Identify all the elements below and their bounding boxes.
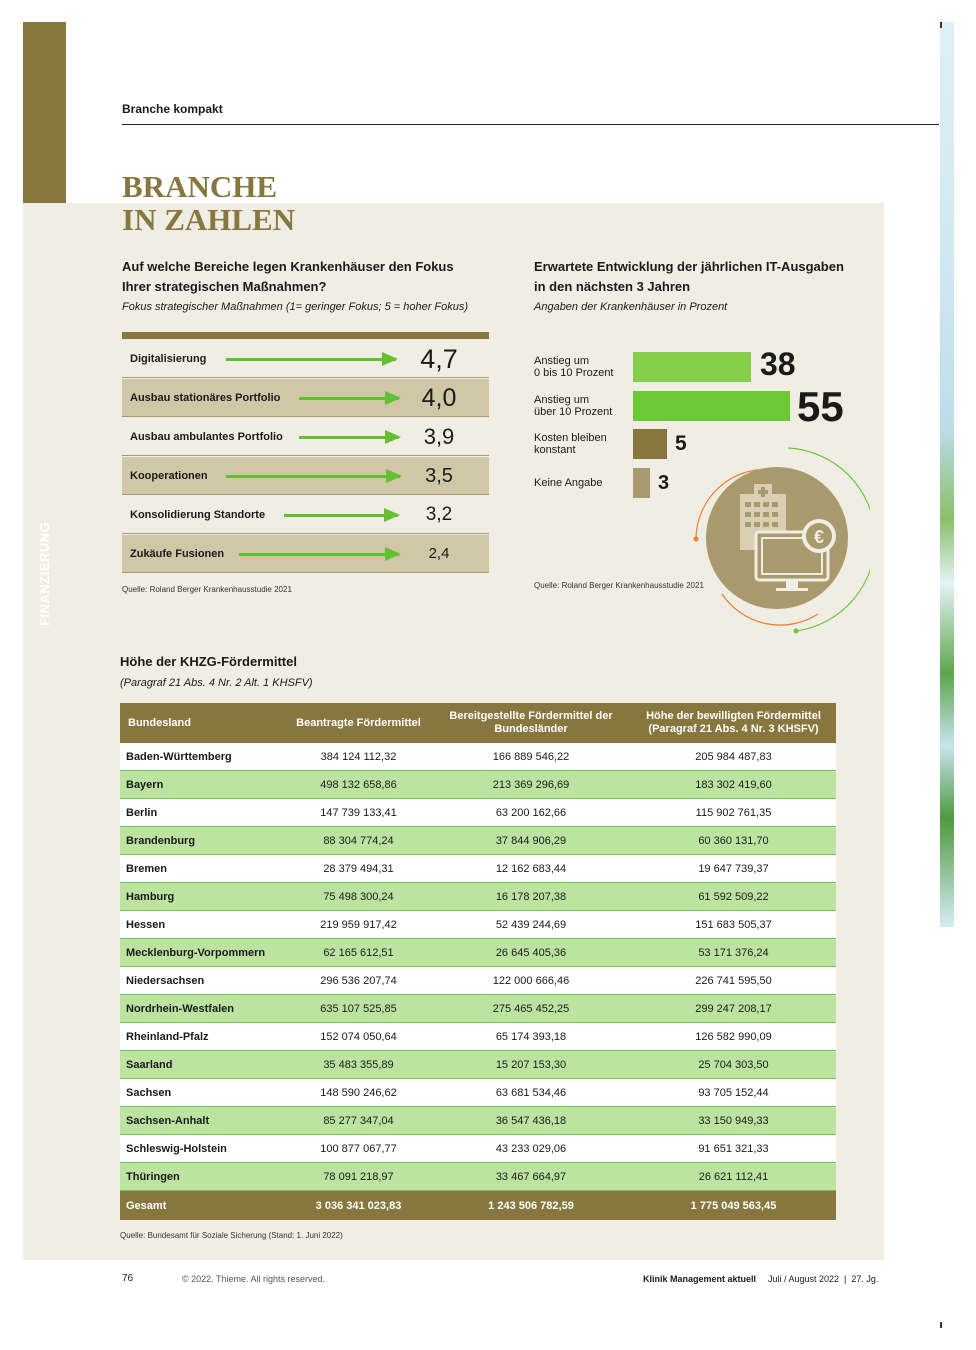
table-cell: 1 775 049 563,45 (631, 1191, 836, 1221)
it-bar-label (534, 394, 612, 418)
table-cell: 122 000 666,46 (431, 967, 631, 995)
it-title-line1: Erwartete Entwicklung der jährlichen IT-Ausgaben (534, 259, 844, 274)
table-cell: 65 174 393,18 (431, 1023, 631, 1051)
table-row (120, 911, 836, 939)
it-bar-label-line1: Anstieg um (534, 394, 590, 406)
table-cell: 213 369 296,69 (431, 771, 631, 799)
focus-row (122, 535, 489, 573)
table-cell: 152 074 050,64 (286, 1023, 431, 1051)
table-cell: 15 207 153,30 (431, 1051, 631, 1079)
table-row (120, 995, 836, 1023)
table-row (120, 967, 836, 995)
table-cell: 219 959 917,42 (286, 911, 431, 939)
table-title: Höhe der KHZG-Fördermittel (120, 654, 297, 669)
table-cell: Thüringen (120, 1163, 286, 1191)
it-bar-label-line1: Kosten bleiben (534, 432, 607, 444)
page-title-line1: BRANCHE (122, 169, 278, 204)
it-bar (633, 429, 667, 459)
table-cell: 151 683 505,37 (631, 911, 836, 939)
funding-table (120, 703, 836, 1220)
focus-subtitle: Fokus strategischer Maßnahmen (1= geringer Fokus; 5 = hoher Fokus) (122, 301, 469, 313)
it-bar-label (534, 355, 614, 379)
table-cell: 498 132 658,86 (286, 771, 431, 799)
focus-title-line1: Auf welche Bereiche legen Krankenhäuser den Fokus (122, 259, 454, 274)
table-cell: 91 651 321,33 (631, 1135, 836, 1163)
it-title (534, 257, 844, 297)
focus-value: 4,7 (420, 344, 458, 374)
focus-value: 3,9 (423, 424, 455, 449)
it-bar-label-line2: über 10 Prozent (534, 406, 613, 418)
table-cell: 126 582 990,09 (631, 1023, 836, 1051)
it-bar-label-line1: Keine Angabe (534, 477, 603, 489)
table-cell: 26 645 405,36 (431, 939, 631, 967)
table-cell: 63 681 534,46 (431, 1079, 631, 1107)
page-title (122, 170, 295, 236)
table-cell: 52 439 244,69 (431, 911, 631, 939)
table-cell: Sachsen-Anhalt (120, 1107, 286, 1135)
table-row (120, 855, 836, 883)
table-cell: 36 547 436,18 (431, 1107, 631, 1135)
table-cell: 43 233 029,06 (431, 1135, 631, 1163)
it-bar-label (534, 432, 607, 456)
focus-title (122, 257, 454, 297)
arrow-right-icon (299, 436, 399, 439)
table-row (120, 771, 836, 799)
table-total-row (120, 1191, 836, 1221)
table-cell: 60 360 131,70 (631, 827, 836, 855)
table-cell: 205 984 487,83 (631, 743, 836, 771)
table-cell: 78 091 218,97 (286, 1163, 431, 1191)
it-bar-value: 38 (760, 346, 796, 382)
table-cell: 166 889 546,22 (431, 743, 631, 771)
table-row (120, 1135, 836, 1163)
header-rule (122, 124, 939, 125)
column-header: Bundesland (120, 703, 286, 743)
table-cell: 12 162 683,44 (431, 855, 631, 883)
focus-label: Zukäufe Fusionen (130, 548, 225, 560)
table-cell: 3 036 341 023,83 (286, 1191, 431, 1221)
crop-mark (940, 1322, 942, 1328)
page-title-line2: IN ZAHLEN (122, 202, 296, 237)
table-cell: 26 621 112,41 (631, 1163, 836, 1191)
table-cell: Bayern (120, 771, 286, 799)
table-cell: 299 247 208,17 (631, 995, 836, 1023)
it-title-line2: in den nächsten 3 Jahren (534, 279, 691, 294)
column-header: Höhe der bewilligten Fördermittel (Paragraf 21 Abs. 4 Nr. 3 KHSFV) (631, 703, 836, 743)
focus-value: 4,0 (421, 384, 457, 412)
focus-row (122, 457, 489, 495)
table-cell: 19 647 739,37 (631, 855, 836, 883)
table-cell: 33 150 949,33 (631, 1107, 836, 1135)
table-cell: Hamburg (120, 883, 286, 911)
table-cell: 275 465 452,25 (431, 995, 631, 1023)
focus-label: Digitalisierung (130, 353, 207, 365)
it-bar-label-line2: 0 bis 10 Prozent (534, 367, 614, 379)
table-row (120, 939, 836, 967)
focus-title-line2: Ihrer strategischen Maßnahmen? (122, 279, 327, 294)
table-cell: 35 483 355,89 (286, 1051, 431, 1079)
arrow-right-icon (239, 553, 399, 556)
it-bar (633, 352, 751, 382)
table-cell: 25 704 303,50 (631, 1051, 836, 1079)
crop-mark (940, 22, 942, 28)
table-row (120, 1023, 836, 1051)
focus-value: 3,5 (425, 465, 453, 487)
table-row (120, 799, 836, 827)
table-cell: Hessen (120, 911, 286, 939)
focus-value: 3,2 (425, 504, 453, 525)
it-bar (633, 391, 790, 421)
table-cell: 115 902 761,35 (631, 799, 836, 827)
table-cell: 93 705 152,44 (631, 1079, 836, 1107)
table-cell: Sachsen (120, 1079, 286, 1107)
table-source: Quelle: Bundesamt für Soziale Sicherung (Stand: 1. Juni 2022) (120, 1231, 343, 1240)
table-cell: 75 498 300,24 (286, 883, 431, 911)
table-row (120, 1163, 836, 1191)
table-cell: Niedersachsen (120, 967, 286, 995)
table-cell: 147 739 133,41 (286, 799, 431, 827)
table-cell: 296 536 207,74 (286, 967, 431, 995)
table-cell: 635 107 525,85 (286, 995, 431, 1023)
arrow-right-icon (299, 397, 399, 400)
edge-photo-strip (940, 22, 954, 927)
table-row (120, 1079, 836, 1107)
focus-source: Quelle: Roland Berger Krankenhausstudie 2021 (122, 585, 292, 594)
table-cell: Mecklenburg-Vorpommern (120, 939, 286, 967)
table-row (120, 883, 836, 911)
table-cell: Rheinland-Pfalz (120, 1023, 286, 1051)
column-header: Bereitgestellte Fördermittel der Bundesländer (431, 703, 631, 743)
table-cell: 53 171 376,24 (631, 939, 836, 967)
table-row (120, 1051, 836, 1079)
issue-info: Juli / August 2022 | 27. Jg. (768, 1274, 879, 1284)
focus-label: Konsolidierung Standorte (130, 509, 266, 521)
page-number: 76 (122, 1273, 134, 1284)
table-cell: 85 277 347,04 (286, 1107, 431, 1135)
arrow-right-icon (284, 514, 398, 517)
table-cell: 61 592 509,22 (631, 883, 836, 911)
it-bar-value: 3 (658, 472, 670, 494)
it-source: Quelle: Roland Berger Krankenhausstudie 2021 (534, 581, 704, 590)
table-cell: Baden-Württemberg (120, 743, 286, 771)
table-subtitle: (Paragraf 21 Abs. 4 Nr. 2 Alt. 1 KHSFV) (120, 677, 313, 689)
table-cell: 63 200 162,66 (431, 799, 631, 827)
table-cell: Brandenburg (120, 827, 286, 855)
column-header: Beantragte Fördermittel (286, 703, 431, 743)
it-bar-value: 5 (675, 432, 687, 455)
table-cell: 100 877 067,77 (286, 1135, 431, 1163)
focus-row (122, 379, 489, 417)
table-cell: 148 590 246,62 (286, 1079, 431, 1107)
focus-top-rule (122, 332, 489, 339)
table-cell: 33 467 664,97 (431, 1163, 631, 1191)
it-bar-label-line2: konstant (534, 444, 576, 456)
focus-label: Ausbau stationäres Portfolio (130, 392, 281, 404)
focus-row (122, 496, 489, 534)
section-label: FINANZIERUNG (37, 521, 52, 626)
focus-row (122, 418, 489, 456)
it-subtitle: Angaben der Krankenhäuser in Prozent (534, 301, 728, 313)
table-cell: 384 124 112,32 (286, 743, 431, 771)
table-cell: 37 844 906,29 (431, 827, 631, 855)
arrow-right-icon (226, 358, 396, 361)
table-cell: 183 302 419,60 (631, 771, 836, 799)
it-bar (633, 468, 650, 498)
table-cell: 88 304 774,24 (286, 827, 431, 855)
table-cell: Berlin (120, 799, 286, 827)
focus-value: 2,4 (428, 545, 450, 562)
table-row (120, 827, 836, 855)
table-cell: Gesamt (120, 1191, 286, 1221)
table-cell: Schleswig-Holstein (120, 1135, 286, 1163)
table-row (120, 743, 836, 771)
svg-text:€: € (813, 527, 825, 547)
table-cell: 16 178 207,38 (431, 883, 631, 911)
focus-label: Ausbau ambulantes Portfolio (130, 431, 283, 443)
journal-name: Klinik Management aktuell (643, 1274, 757, 1284)
it-bar-value: 55 (797, 383, 844, 430)
table-cell: Saarland (120, 1051, 286, 1079)
copyright: © 2022. Thieme. All rights reserved. (182, 1274, 326, 1284)
header-label: Branche kompakt (122, 102, 223, 116)
table-cell: Nordrhein-Westfalen (120, 995, 286, 1023)
table-header-row (120, 703, 836, 743)
it-bar-label (534, 477, 603, 489)
table-cell: 62 165 612,51 (286, 939, 431, 967)
hospital-computer-euro-icon (690, 444, 870, 636)
table-cell: Bremen (120, 855, 286, 883)
focus-row (122, 340, 489, 378)
table-row (120, 1107, 836, 1135)
focus-label: Kooperationen (130, 470, 208, 482)
arrow-right-icon (226, 475, 400, 478)
table-cell: 226 741 595,50 (631, 967, 836, 995)
table-cell: 1 243 506 782,59 (431, 1191, 631, 1221)
it-bar-label-line1: Anstieg um (534, 355, 590, 367)
table-cell: 28 379 494,31 (286, 855, 431, 883)
